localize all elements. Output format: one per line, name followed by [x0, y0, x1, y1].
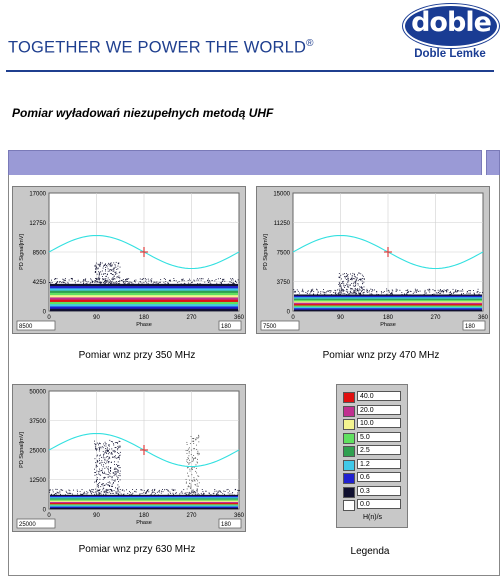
y-tick-label: 17000 — [29, 191, 46, 198]
pd-density-band — [50, 508, 238, 509]
header-rule — [6, 70, 494, 72]
legend-row — [343, 405, 403, 416]
x-tick-label: 90 — [93, 315, 100, 321]
pd-density-band — [50, 297, 238, 300]
pd-density-band — [50, 288, 238, 291]
x-axis-label: Phase — [136, 520, 152, 526]
x-tick-label: 360 — [233, 513, 245, 519]
legend-row — [343, 391, 403, 402]
legend-value: 20.0 — [357, 405, 401, 415]
y-axis-label: PD Signal[mV] — [19, 432, 25, 468]
scale-field-left-text: 25000 — [19, 522, 36, 528]
x-tick-label: 270 — [186, 315, 197, 321]
x-tick-label: 270 — [430, 315, 441, 321]
pd-density-band — [50, 291, 238, 294]
legend-swatch — [343, 460, 355, 471]
x-tick-label: 360 — [477, 315, 489, 321]
pd-density-band — [50, 284, 238, 287]
legend-value: 5.0 — [357, 432, 401, 442]
y-tick-label: 4250 — [32, 280, 46, 286]
legend-row — [343, 432, 403, 443]
caption-470: Pomiar wnz przy 470 MHz — [322, 350, 440, 361]
scale-field-right-text: 180 — [221, 522, 232, 528]
legend-value: 10.0 — [357, 418, 401, 428]
x-tick-label: 180 — [382, 315, 394, 321]
pd-density-band — [50, 293, 238, 296]
tagline — [8, 38, 314, 58]
chart-630 — [13, 385, 245, 531]
y-tick-label: 11250 — [273, 221, 290, 227]
legend-row — [343, 499, 403, 510]
legend-row — [343, 445, 403, 456]
y-tick-label: 12500 — [29, 478, 46, 484]
legend-caption: Legenda — [350, 546, 390, 557]
x-tick-label: 270 — [186, 513, 197, 519]
pd-density-band — [50, 300, 238, 303]
registered-mark: ® — [306, 38, 314, 49]
legend-value: 0.0 — [357, 499, 401, 509]
pd-density-band — [50, 286, 238, 289]
x-tick-label: 180 — [138, 513, 150, 519]
scale-field-right-text: 180 — [221, 324, 232, 330]
scale-field-left-text: 8500 — [19, 324, 33, 330]
scale-field-right-text: 180 — [465, 324, 476, 330]
x-tick-label: 0 — [291, 315, 295, 321]
legend-value: 2.5 — [357, 445, 401, 455]
caption-630: Pomiar wnz przy 630 MHz — [78, 544, 196, 555]
logo-subtitle: Doble Lemke — [414, 48, 486, 60]
y-tick-label: 0 — [42, 507, 46, 514]
legend-swatch — [343, 473, 355, 484]
x-tick-label: 90 — [337, 315, 344, 321]
pd-density-band — [50, 306, 238, 309]
x-tick-label: 0 — [47, 513, 51, 519]
y-tick-label: 7500 — [276, 250, 290, 257]
legend-value: 1.2 — [357, 459, 401, 469]
x-tick-label: 0 — [47, 315, 51, 321]
legend-swatch — [343, 487, 355, 498]
chart-panel-630 — [12, 384, 246, 532]
legend-row — [343, 486, 403, 497]
pd-density-band — [294, 310, 482, 312]
y-axis-label: PD Signal[mV] — [19, 234, 25, 270]
chart-470 — [257, 187, 489, 333]
legend-row — [343, 418, 403, 429]
y-axis-label: PD Signal[mV] — [263, 234, 269, 270]
scale-field-left-text: 7500 — [263, 324, 277, 330]
legend-value: 0.3 — [357, 486, 401, 496]
x-axis-label: Phase — [136, 322, 152, 328]
section-header-tab — [486, 150, 500, 176]
legend-row — [343, 472, 403, 483]
x-tick-label: 360 — [233, 315, 245, 321]
pd-density-band — [50, 302, 238, 305]
legend-row — [343, 459, 403, 470]
y-tick-label: 0 — [286, 309, 290, 316]
legend-swatch — [343, 433, 355, 444]
document-title: Pomiar wyładowań niezupełnych metodą UHF — [12, 106, 274, 120]
legend-unit: H(n)/s — [363, 514, 383, 521]
legend-swatch — [343, 392, 355, 403]
tagline-text: TOGETHER WE POWER THE WORLD — [8, 38, 307, 57]
legend-swatch — [343, 446, 355, 457]
caption-350: Pomiar wnz przy 350 MHz — [78, 350, 196, 361]
legend-value: 40.0 — [357, 391, 401, 401]
pd-density-band — [50, 309, 238, 312]
legend-swatch — [343, 406, 355, 417]
y-tick-label: 15000 — [273, 191, 290, 198]
chart-panel-470 — [256, 186, 490, 334]
y-tick-label: 50000 — [29, 389, 46, 396]
x-tick-label: 180 — [138, 315, 150, 321]
y-tick-label: 0 — [42, 309, 46, 316]
legend-swatch — [343, 419, 355, 430]
chart-350 — [13, 187, 245, 333]
y-tick-label: 3750 — [276, 280, 290, 286]
chart-panel-350 — [12, 186, 246, 334]
legend-value: 0.6 — [357, 472, 401, 482]
pd-density-band — [50, 295, 238, 298]
x-tick-label: 90 — [93, 513, 100, 519]
pd-density-band — [50, 304, 238, 307]
y-tick-label: 8500 — [32, 250, 46, 257]
y-tick-label: 12750 — [29, 221, 46, 227]
section-header-bar — [8, 150, 482, 176]
legend-swatch — [343, 500, 355, 511]
y-tick-label: 37500 — [29, 419, 46, 425]
logo-word: doble — [411, 7, 491, 38]
legend-panel — [336, 384, 408, 528]
y-tick-label: 25000 — [29, 448, 46, 455]
x-axis-label: Phase — [380, 322, 396, 328]
